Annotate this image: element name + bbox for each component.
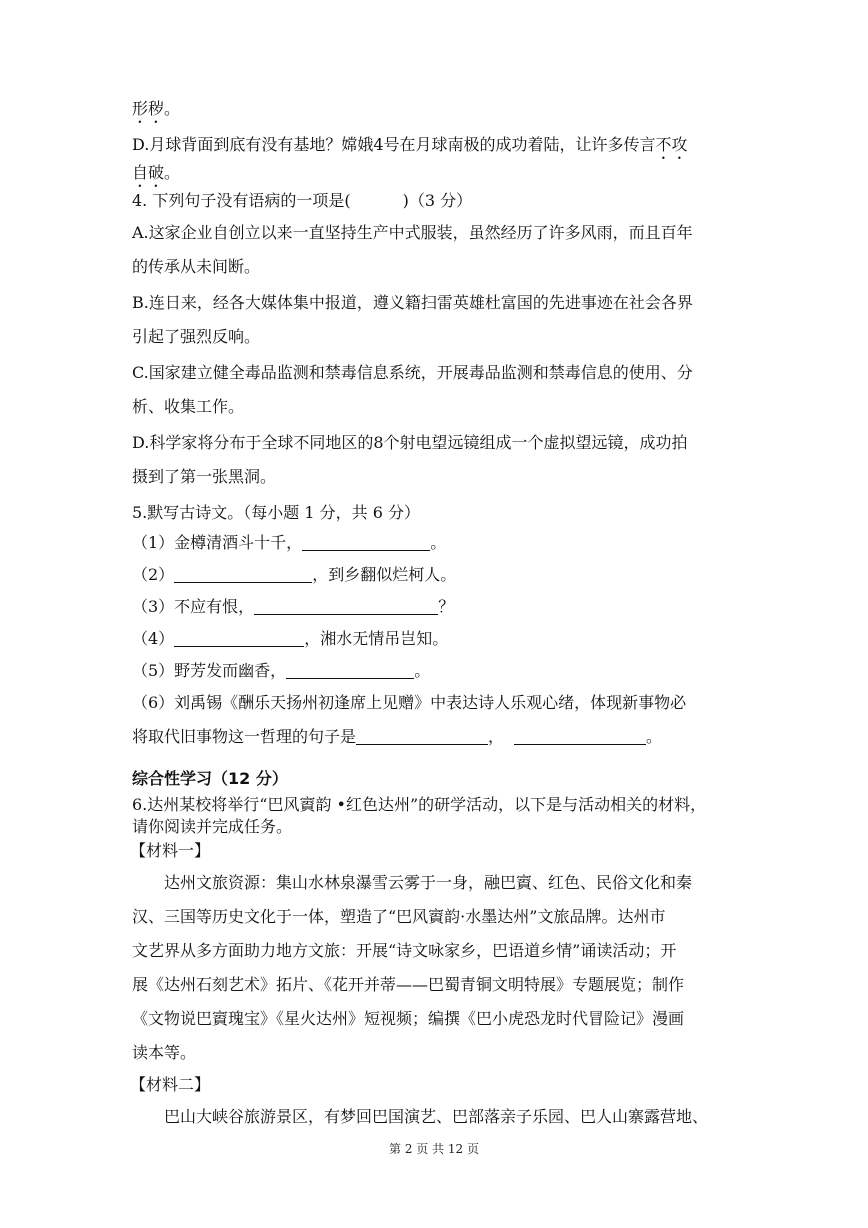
poem-item-6-line-1: （6）刘禹锡《酬乐天扬州初逢席上见赠》中表达诗人乐观心绪，体现新事物必	[132, 693, 687, 712]
material-1-line-2: 汉、三国等历史文化于一体，塑造了“巴风賨韵·水墨达州”文旅品牌。达州市	[132, 907, 666, 926]
material-2-label: 【材料二】	[130, 1075, 211, 1094]
fill-blank-1[interactable]	[302, 534, 430, 551]
fill-blank-6b[interactable]	[514, 728, 646, 745]
poem-item-3: （3）不应有恨， ？	[132, 597, 455, 616]
page-footer: 第 2 页 共 12 页	[389, 1142, 479, 1156]
option-a-line-1: A.这家企业自创立以来一直坚持生产中式服装，虽然经历了许多风雨，而且百年	[132, 223, 693, 242]
poem-item-6-line-2: 将取代旧事物这一哲理的句子是 ， 。	[132, 727, 663, 746]
material-1-line-5: 《文物说巴賨瑰宝》《星火达州》短视频；编撰《巴小虎恐龙时代冒险记》漫画	[132, 1009, 685, 1028]
option-b-line-2: 引起了强烈反响。	[132, 327, 261, 346]
fill-blank-6a[interactable]	[356, 728, 488, 745]
option-b-line-1: B.连日来，经各大媒体集中报道，遵义籍扫雷英雄杜富国的先进事迹在社会各界	[132, 293, 693, 312]
line-1: 形秽。	[132, 99, 181, 118]
option-a-line-2: 的传承从未间断。	[132, 257, 261, 276]
poem-item-2: （2） ，到乡翻似烂柯人。	[132, 565, 457, 584]
section-heading: 综合性学习（12 分）	[132, 769, 288, 788]
material-1-line-6: 读本等。	[132, 1043, 197, 1062]
fill-blank-2[interactable]	[174, 566, 312, 583]
poem-item-1: （1）金樽清酒斗十千， 。	[132, 533, 447, 552]
material-1-line-4: 展《达州石刻艺术》拓片、《花开并蒂——巴蜀青铜文明特展》专题展览；制作	[132, 975, 685, 994]
option-c-line-2: 析、收集工作。	[132, 397, 245, 416]
material-1-label: 【材料一】	[130, 841, 211, 860]
material-1-line-3: 文艺界从多方面助力地方文旅：开展“诗文咏家乡，巴语道乡情”诵读活动；开	[132, 941, 677, 960]
option-c-line-1: C.国家建立健全毒品监测和禁毒信息系统，开展毒品监测和禁毒信息的使用、分	[132, 363, 693, 382]
question-6-line-2: 请你阅读并完成任务。	[132, 817, 293, 836]
fill-blank-5[interactable]	[286, 662, 414, 679]
question-4: 4. 下列句子没有语病的一项是( )（3 分）	[132, 191, 473, 210]
poem-item-4: （4） ，湘水无情吊岂知。	[132, 629, 449, 648]
option-d-line: D.月球背面到底有没有基地？嫦娥4号在月球南极的成功着陆，让许多传言不攻	[132, 135, 688, 154]
option-d2-line-2: 摄到了第一张黑洞。	[132, 467, 277, 486]
fill-blank-3[interactable]	[254, 598, 438, 615]
question-6-line-1: 6.达州某校将举行“巴风賨韵 •红色达州”的研学活动，以下是与活动相关的材料，	[132, 795, 707, 814]
material-1-line-1: 达州文旅资源：集山水林泉瀑雪云雾于一身，融巴賨、红色、民俗文化和秦	[164, 873, 693, 892]
option-d-line-2: 自破。	[132, 163, 181, 182]
material-2-line-1: 巴山大峡谷旅游景区，有梦回巴国演艺、巴部落亲子乐园、巴人山寨露营地、	[164, 1107, 709, 1126]
option-d2-line-1: D.科学家将分布于全球不同地区的8个射电望远镜组成一个虚拟望远镜，成功拍	[132, 433, 688, 452]
question-5: 5.默写古诗文。（每小题 1 分，共 6 分）	[132, 503, 420, 522]
fill-blank-4[interactable]	[174, 630, 304, 647]
poem-item-5: （5）野芳发而幽香， 。	[132, 661, 431, 680]
